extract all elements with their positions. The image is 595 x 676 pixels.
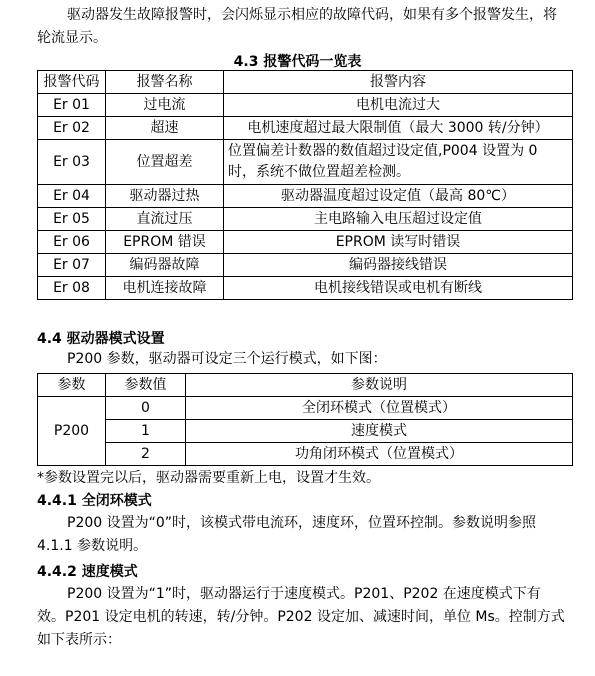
param-value: 0 [106, 397, 186, 420]
param-description: 全闭环模式（位置模式） [186, 397, 573, 420]
alarm-code: Er 08 [38, 277, 106, 300]
alarm-content: 电机电流过大 [224, 94, 573, 117]
table-row [38, 140, 573, 185]
table-row [38, 117, 573, 140]
alarm-name: EPROM 错误 [106, 231, 224, 254]
section-4-4-1-title: 4.4.1 全闭环模式 [37, 493, 152, 509]
table-row [38, 397, 573, 420]
section-4-4-note: *参数设置完以后，驱动器需要重新上电，设置才生效。 [37, 470, 380, 486]
alarm-code: Er 07 [38, 254, 106, 277]
table-row [38, 277, 573, 300]
mode-table [37, 373, 573, 466]
alarm-content: 位置偏差计数器的数值超过设定值,P004 设置为 0 时，系统不做位置超差检测。 [224, 140, 573, 185]
alarm-name: 位置超差 [106, 140, 224, 185]
alarm-code: Er 04 [38, 185, 106, 208]
alarm-name: 电机连接故障 [106, 277, 224, 300]
alarm-name: 编码器故障 [106, 254, 224, 277]
param-name: P200 [38, 397, 106, 466]
table-row [38, 208, 573, 231]
param-description: 功角闭环模式（位置模式） [186, 443, 573, 466]
alarm-table-caption: 4.3 报警代码一览表 [233, 54, 362, 70]
table-row [38, 185, 573, 208]
alarm-content: 电机速度超过最大限制值（最大 3000 转/分钟） [224, 117, 573, 140]
param-value: 1 [106, 420, 186, 443]
column-header: 报警名称 [106, 71, 224, 94]
alarm-content: 编码器接线错误 [224, 254, 573, 277]
table-row [38, 254, 573, 277]
alarm-code: Er 05 [38, 208, 106, 231]
alarm-code: Er 06 [38, 231, 106, 254]
alarm-code-table [37, 70, 573, 300]
alarm-content: 驱动器温度超过设定值（最高 80℃） [224, 185, 573, 208]
param-description: 速度模式 [186, 420, 573, 443]
column-header: 报警代码 [38, 71, 106, 94]
alarm-name: 直流过压 [106, 208, 224, 231]
alarm-name: 驱动器过热 [106, 185, 224, 208]
alarm-code: Er 03 [38, 140, 106, 185]
section-4-4-title: 4.4 驱动器模式设置 [37, 331, 165, 347]
section-4-4-2-text: P200 设置为“1”时，驱动器运行于速度模式。P201、P202 在速度模式下有效。P201 设定电机的转速，转/分钟。P202 设定加、减速时间，单位 Ms。控制方式如下表所示： [37, 586, 565, 648]
table-row [38, 420, 573, 443]
alarm-code: Er 02 [38, 117, 106, 140]
table-row [38, 94, 573, 117]
column-header: 参数 [38, 374, 106, 397]
alarm-code: Er 01 [38, 94, 106, 117]
intro-paragraph: 驱动器发生故障报警时，会闪烁显示相应的故障代码，如果有多个报警发生，将轮流显示。 [37, 7, 557, 46]
column-header: 报警内容 [224, 71, 573, 94]
param-value: 2 [106, 443, 186, 466]
alarm-name: 过电流 [106, 94, 224, 117]
table-header-row [38, 71, 573, 94]
section-4-4-1-text: P200 设置为“0”时，该模式带电流环，速度环，位置环控制。参数说明参照 4.1.1 参数说明。 [37, 515, 537, 554]
column-header: 参数值 [106, 374, 186, 397]
alarm-content: EPROM 读写时错误 [224, 231, 573, 254]
table-row [38, 443, 573, 466]
column-header: 参数说明 [186, 374, 573, 397]
alarm-name: 超速 [106, 117, 224, 140]
table-header-row [38, 374, 573, 397]
table-row [38, 231, 573, 254]
section-4-4-2-title: 4.4.2 速度模式 [37, 564, 138, 580]
alarm-content: 主电路输入电压超过设定值 [224, 208, 573, 231]
alarm-content: 电机接线错误或电机有断线 [224, 277, 573, 300]
section-4-4-intro: P200 参数，驱动器可设定三个运行模式，如下图： [67, 351, 387, 367]
